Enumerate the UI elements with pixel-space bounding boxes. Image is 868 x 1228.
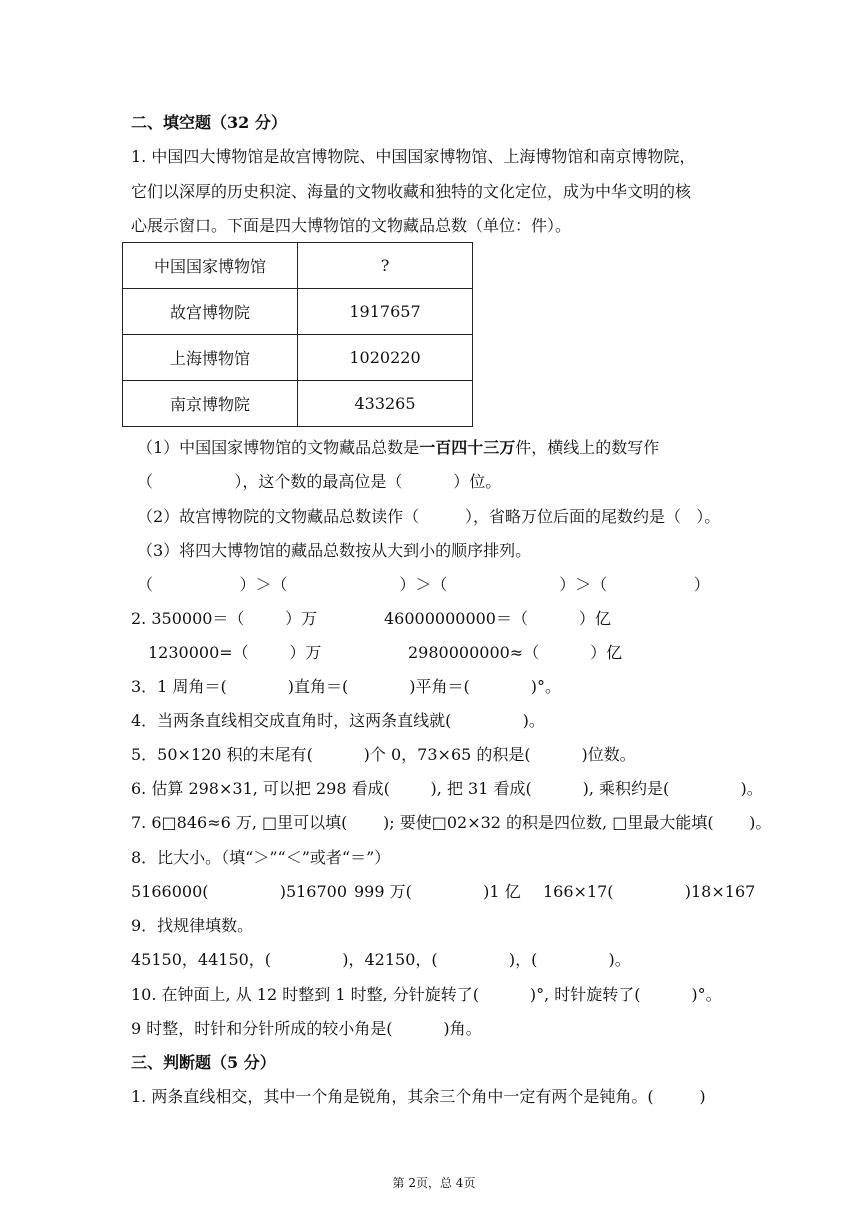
q2-part-d: 2980000000≈（ ）亿 — [408, 643, 623, 662]
museum-name-cell: 上海博物馆 — [123, 335, 298, 381]
museum-name-cell: 中国国家博物馆 — [123, 243, 298, 289]
q3: 3．1 周角＝( )直角＝( )平角＝( )°。 — [131, 677, 561, 696]
q4: 4．当两条直线相交成直角时，这两条直线就( )。 — [131, 711, 545, 730]
collection-count-cell: ? — [298, 243, 473, 289]
q8-title: 8．比大小。（填“＞”“＜”或者“＝”） — [131, 848, 391, 867]
section-title-true-false: 三、判断题（5 分） — [131, 1053, 276, 1072]
q7: 7. 6□846≈6 万, □里可以填( ); 要使□02×32 的积是四位数, □里最大能填( )。 — [131, 813, 772, 832]
section-title-fill-blank: 二、填空题（32 分） — [131, 113, 287, 132]
q1-sub2: （2）故宫博物院的文物藏品总数读作（ ），省略万位后面的尾数约是（ ）。 — [137, 507, 721, 526]
q8-compare-b: 999 万( )1 亿 — [354, 882, 521, 901]
museum-name-cell: 故宫博物院 — [123, 289, 298, 335]
q6: 6. 估算 298×31, 可以把 298 看成( ), 把 31 看成( ), 乘积约是( )。 — [131, 779, 763, 798]
table-row — [123, 335, 473, 381]
q8-compare-c: 166×17( )18×167 — [543, 882, 756, 901]
q9-sequence: 45150，44150，( )，42150，( )，( )。 — [131, 950, 631, 969]
q1-sub3: （3）将四大博物馆的藏品总数按从大到小的顺序排列。 — [137, 541, 532, 560]
judge-q1: 1. 两条直线相交，其中一个角是锐角，其余三个角中一定有两个是钝角。( ) — [131, 1087, 706, 1106]
q1-sub1-line-2: （ ），这个数的最高位是（ ）位。 — [137, 472, 502, 491]
q10-line-1: 10. 在钟面上, 从 12 时整到 1 时整, 分针旋转了( )°, 时针旋转了( )°。 — [131, 985, 722, 1004]
q2-part-a: 2. 350000＝（ ）万 — [131, 609, 318, 628]
q9-title: 9．找规律填数。 — [131, 916, 254, 935]
table-row — [123, 381, 473, 427]
collection-count-cell: 1020220 — [298, 335, 473, 381]
museum-name-cell: 南京博物院 — [123, 381, 298, 427]
page-number-footer: 第 2页，总 4页 — [392, 1176, 476, 1190]
table-row — [123, 243, 473, 289]
q1-intro-line-1: 1. 中国四大博物馆是故宫博物院、中国国家博物馆、上海博物馆和南京博物院， — [131, 147, 696, 166]
q1-sub1-pre: （1）中国国家博物馆的文物藏品总数是 — [137, 438, 420, 457]
q10-line-2: 9 时整，时针和分针所成的较小角是( )角。 — [131, 1019, 482, 1038]
collection-count-cell: 1917657 — [298, 289, 473, 335]
q2-part-b: 46000000000＝（ ）亿 — [384, 609, 611, 628]
collection-count-cell: 433265 — [298, 381, 473, 427]
museum-collection-table — [122, 242, 473, 427]
q1-sub1-post: 件，横线上的数写作 — [515, 438, 660, 457]
q1-sub1-line-1 — [137, 438, 659, 458]
q8-compare-a: 5166000( )516700 — [131, 882, 348, 901]
q5: 5．50×120 积的末尾有( )个 0，73×65 的积是( )位数。 — [131, 745, 636, 764]
q1-intro-line-3: 心展示窗口。下面是四大博物馆的文物藏品总数（单位：件）。 — [131, 216, 572, 235]
q1-intro-line-2: 它们以深厚的历史积淀、海量的文物收藏和独特的文化定位，成为中华文明的核 — [131, 182, 692, 201]
table-row — [123, 289, 473, 335]
q1-sub3-blanks: （ ）＞（ ）＞（ ）＞（ ） — [137, 575, 710, 594]
q2-part-c: 1230000=（ ）万 — [148, 643, 322, 662]
q1-sub1-bold-number: 一百四十三万 — [419, 438, 516, 457]
